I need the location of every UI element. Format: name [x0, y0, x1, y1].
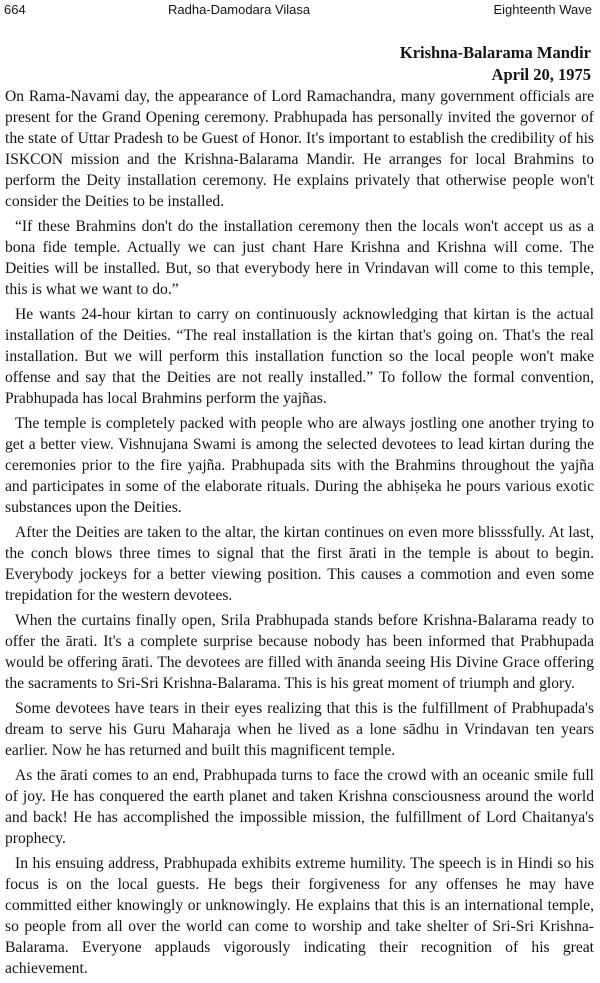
body-text: [5, 86, 594, 983]
paragraph: In his ensuing address, Prabhupada exhibits extreme humility. The speech is in Hindi so his focus is on the local guests. He begs their forgiveness for any offenses he may have committed either knowingly or unknowingly. He explains that this is an international temple, so people from all over the world can come to worship and take shelter of Sri-Sri Krishna-Balarama. Everyone applauds vigorously indicating their recognition of his great achievement.: [5, 855, 594, 977]
paragraph: After the Deities are taken to the altar, the kirtan continues on even more blisssfully. At last, the conch blows three times to signal that the first ārati in the temple is about to begin. Everybody jockeys for a better viewing position. This causes a commotion and even some trepidation for the western devotees.: [5, 524, 594, 604]
paragraph: As the ārati comes to an end, Prabhupada turns to face the crowd with an oceanic smile full of joy. He has conquered the earth planet and taken Krishna consciousness around the world and back! He has accomplished the impossible mission, the fulfillment of Lord Chaitanya's prophecy.: [5, 767, 594, 847]
paragraph: On Rama-Navami day, the appearance of Lord Ramachandra, many government officials are present for the Grand Opening ceremony. Prabhupada has personally invited the governor of the state of Uttar Pradesh to be Guest of Honor. It's important to establish the credibility of his ISKCON mission and the Krishna-Balarama Mandir. He arranges for local Brahmins to perform the Deity installation ceremony. He explains privately that otherwise people won't consider the Deities to be installed.: [5, 88, 594, 210]
paragraph: He wants 24-hour kirtan to carry on continuously acknowledging that kirtan is the actual installation of the Deities. “The real installation is the kirtan that's going on. That's the real installation. But we will perform this installation function so the local people won't make offense and say that the Deities are not really installed.” To follow the formal convention, Prabhupada has local Brahmins perform the yajñas.: [5, 306, 594, 407]
running-book-title: Radha-Damodara Vilasa: [168, 2, 311, 17]
entry-date: April 20, 1975: [491, 65, 591, 84]
paragraph: When the curtains finally open, Srila Prabhupada stands before Krishna-Balarama ready to offer the ārati. It's a complete surprise because nobody has been informed that Prabhupada would be offering ārati. The devotees are filled with ānanda seeing His Divine Grace offering the sacraments to Sri-Sri Krishna-Balarama. This is his great moment of triumph and glory.: [5, 612, 594, 692]
paragraph: The temple is completely packed with people who are always jostling one another trying to get a better view. Vishnujana Swami is among the selected devotees to lead kirtan during the ceremonies prior to the fire yajña. Prabhupada sits with the Brahmins throughout the yajña and participates in some of the elaborate rituals. During the abhiṣeka he pours various exotic substances upon the Deities.: [5, 415, 594, 516]
paragraph: “If these Brahmins don't do the installation ceremony then the locals won't accept us as a bona fide temple. Actually we can just chant Hare Krishna and Krishna will come. The Deities will be installed. But, so that everybody here in Vrindavan will come to this temple, this is what we want to do.”: [5, 218, 594, 298]
paragraph: Some devotees have tears in their eyes realizing that this is the fulfillment of Prabhupada's dream to serve his Guru Maharaja when he lived as a lone sādhu in Vrindavan ten years earlier. Now he has returned and built this magnificent temple.: [5, 700, 594, 759]
entry-location: Krishna-Balarama Mandir: [399, 43, 591, 62]
chapter-title: Eighteenth Wave: [493, 2, 592, 17]
page-number: 664: [4, 2, 26, 17]
running-header: [4, 0, 592, 20]
entry-heading: [400, 42, 591, 86]
